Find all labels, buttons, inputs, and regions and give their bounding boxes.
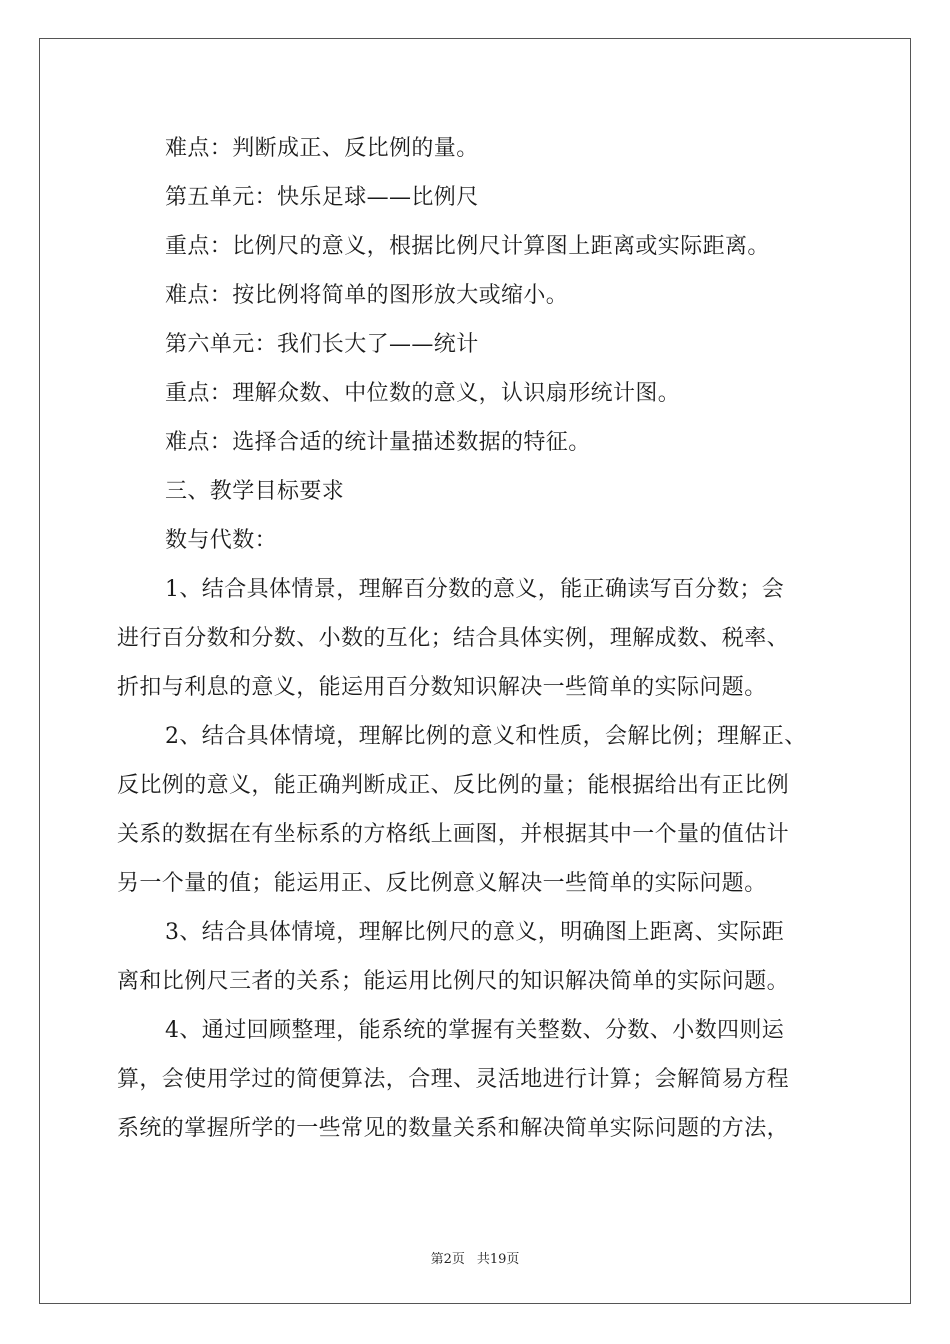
section-heading: 三、教学目标要求 bbox=[165, 479, 345, 504]
unit-heading: 第六单元：我们长大了——统计 bbox=[165, 332, 479, 357]
paragraph-line: 3、结合具体情境，理解比例尺的意义，明确图上距离、实际距 bbox=[165, 920, 785, 945]
text-line: 重点：理解众数、中位数的意义，认识扇形统计图。 bbox=[165, 381, 681, 406]
current-page-number: 第2页 bbox=[430, 1252, 465, 1267]
paragraph-line: 另一个量的值；能运用正、反比例意义解决一些简单的实际问题。 bbox=[117, 871, 767, 896]
text-line: 难点：选择合适的统计量描述数据的特征。 bbox=[165, 430, 591, 455]
total-page-count: 共19页 bbox=[476, 1252, 520, 1267]
text-line: 难点：按比例将简单的图形放大或缩小。 bbox=[165, 283, 569, 308]
paragraph-line: 2、结合具体情境，理解比例的意义和性质，会解比例；理解正、 bbox=[165, 724, 807, 749]
document-body bbox=[117, 124, 845, 1153]
subsection-heading: 数与代数： bbox=[165, 528, 278, 553]
paragraph-line: 4、通过回顾整理，能系统的掌握有关整数、分数、小数四则运 bbox=[165, 1018, 785, 1043]
paragraph-line: 算，会使用学过的简便算法，合理、灵活地进行计算；会解简易方程 bbox=[117, 1067, 790, 1092]
paragraph-line: 反比例的意义，能正确判断成正、反比例的量；能根据给出有正比例 bbox=[117, 773, 790, 798]
text-line: 难点：判断成正、反比例的量。 bbox=[165, 136, 479, 161]
page-footer bbox=[0, 1248, 950, 1267]
unit-heading: 第五单元：快乐足球——比例尺 bbox=[165, 185, 479, 210]
text-line: 重点：比例尺的意义，根据比例尺计算图上距离或实际距离。 bbox=[165, 234, 770, 259]
paragraph-line: 系统的掌握所学的一些常见的数量关系和解决简单实际问题的方法， bbox=[117, 1116, 790, 1141]
paragraph-line: 折扣与利息的意义，能运用百分数知识解决一些简单的实际问题。 bbox=[117, 675, 767, 700]
paragraph-line: 关系的数据在有坐标系的方格纸上画图，并根据其中一个量的值估计 bbox=[117, 822, 790, 847]
paragraph-line: 离和比例尺三者的关系；能运用比例尺的知识解决简单的实际问题。 bbox=[117, 969, 790, 994]
paragraph-line: 1、结合具体情景，理解百分数的意义，能正确读写百分数；会 bbox=[165, 577, 785, 602]
paragraph-line: 进行百分数和分数、小数的互化；结合具体实例，理解成数、税率、 bbox=[117, 626, 790, 651]
